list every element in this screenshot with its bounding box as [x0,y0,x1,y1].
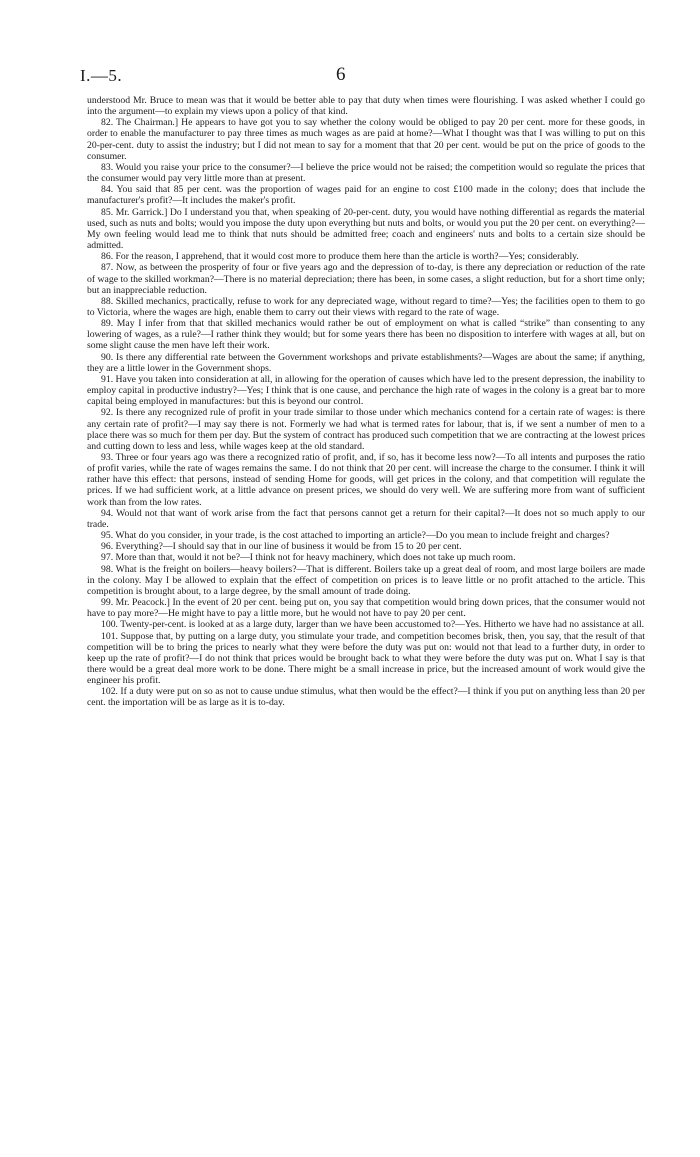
paragraph: 84. You said that 85 per cent. was the proportion of wages paid for an engine to cost £100 made in the colony; does that include the manufacturer's profit?—It includes the maker's profit. [87,184,645,207]
paragraph: 83. Would you raise your price to the consumer?—I believe the price would not be raised; the competition would so regulate the prices that the consumer would pay very little more than at present. [87,161,645,185]
paragraph: 86. For the reason, I apprehend, that it would cost more to produce them here than the article is worth?—Yes; considerably. [101,251,579,263]
paragraph: 101. Suppose that, by putting on a large duty, you stimulate your trade, and competition becomes brisk, then, you say, that the result of that competition will be to bring the prices to nearly what they were before the duty was put on: would not that lead to a further duty, in order to keep up the rate of profit?—I do not think that prices would be brought back to what they were before the duty was put on. What I say is that there would be a great deal more work to be done. There might be a small increase in price, but the increased amount of work would give the engineer his profit. [87,630,645,687]
paragraph: 97. More than that, would it not be?—I think not for heavy machinery, which does not take up much room. [101,552,516,564]
paragraph: 102. If a duty were put on so as not to cause undue stimulus, what then would be the effect?—I think if you put on anything less than 20 per cent. the importation will be as large as it is to-day. [87,686,645,709]
paragraph: 89. May I infer from that that skilled mechanics would rather be out of employment on what is called “strike” than consenting to any lowering of wages, as a rule?—I rather think they would; but for some years there has been no disposition to interfere with wages at all, but on some slight cause the men have left their work. [87,318,645,352]
series-label: I.—5. [80,66,123,85]
paragraph: 85. Mr. Garrick.] Do I understand you that, when speaking of 20-per-cent. duty, you would have nothing differential as regards the material used, such as nuts and bolts; would you impose the duty upon everything but nuts and bolts, or would you put the 20 per cent. on everything?—My own feeling would lead me to think that nuts should be admitted free; coach and engineers' nuts and bolts to a certain size should be admitted. [87,206,645,252]
paragraph: 99. Mr. Peacock.] In the event of 20 per cent. being put on, you say that competition would bring down prices, that the consumer would not have to pay more?—He might have to pay a little more, but he would not have to pay 20 per cent. [87,597,645,620]
page-number: 6 [336,64,346,85]
paragraph: 95. What do you consider, in your trade, is the cost attached to importing an article?—Do you mean to include freight and charges? [101,530,610,542]
paragraph: 94. Would not that want of work arise from the fact that persons cannot get a return for their capital?—It does not so much apply to our trade. [87,507,645,530]
paragraph: 82. The Chairman.] He appears to have got you to say whether the colony would be obliged to pay 20 per cent. more for these goods, in order to enable the manufacturer to pay three times as much wages as are paid at home?—What I thought was that I was willing to put on this 20-per-cent. duty to assist the industry; but I did not mean to say for a moment that that 20 per cent. would be put on the price of goods to the consumer. [87,117,645,162]
paragraph: 98. What is the freight on boilers—heavy boilers?—That is different. Boilers take up a great deal of room, and most large boilers are made in the colony. May I be allowed to explain that the effect of competition on prices is to leave little or no profit attached to the article. This competition is brought about, to a large degree, by the small amount of trade doing. [87,563,645,597]
evidence-text [87,95,645,709]
paragraph: 90. Is there any differential rate between the Government workshops and private establishments?—Wages are about the same; if anything, they are a little lower in the Government shops. [87,351,645,374]
paragraph: 92. Is there any recognized rule of profit in your trade similar to those under which mechanics contend for a certain rate of wages: is there any certain rate of profit?—I may say there is not. Formerly we had what is termed rates for labour, that is, if we sent a number of men to a place there was so much for them per day. But the system of contract has produced such competition that we are contracting at the lowest prices and cutting down to less and less, while wages keep at the old standard. [87,407,645,452]
paragraph: 87. Now, as between the prosperity of four or five years ago and the depression of to-day, is there any depreciation or reduction of the rate of wage to the skilled workman?—There is no material depreciation; there has been, in some cases, a slight reduction, but for a short time only; but an inappreciable reduction. [87,262,645,296]
paragraph: 93. Three or four years ago was there a recognized ratio of profit, and, if so, has it become less now?—To all intents and purposes the ratio of profit varies, while the rate of wages remains the same. I do not think that 20 per cent. will increase the charge to the consumer. I think it will rather have this effect: that persons, instead of sending Home for goods, will get prices in the colony, and that competition will regulate the prices. If we had sufficient work, at a little advance on present prices, we should do very well. We are suffering more from want of sufficient work than from the low rates. [87,452,645,508]
paragraph: 88. Skilled mechanics, practically, refuse to work for any depreciated wage, without regard to time?—Yes; the facilities open to them to go to Victoria, where the wages are high, enable them to carry out their views with regard to the rate of wage. [87,295,645,318]
paragraph: understood Mr. Bruce to mean was that it would be better able to pay that duty when times were flourishing. I was asked whether I could go into the argument—to explain my views upon a policy of that kind. [87,95,645,118]
paragraph: 91. Have you taken into consideration at all, in allowing for the operation of causes which have led to the present depression, the inability to employ capital in productive industry?—Yes; I think that is one cause, and perchance the high rate of wages in the colony is a great bar to more capital being employed in manufactures: but this is beyond our control. [87,373,645,408]
paragraph: 96. Everything?—I should say that in our line of business it would be from 15 to 20 per cent. [101,541,462,553]
paragraph: 100. Twenty-per-cent. is looked at as a large duty, larger than we have been accustomed to?—Yes. Hitherto we have had no assistance at all. [101,619,645,631]
